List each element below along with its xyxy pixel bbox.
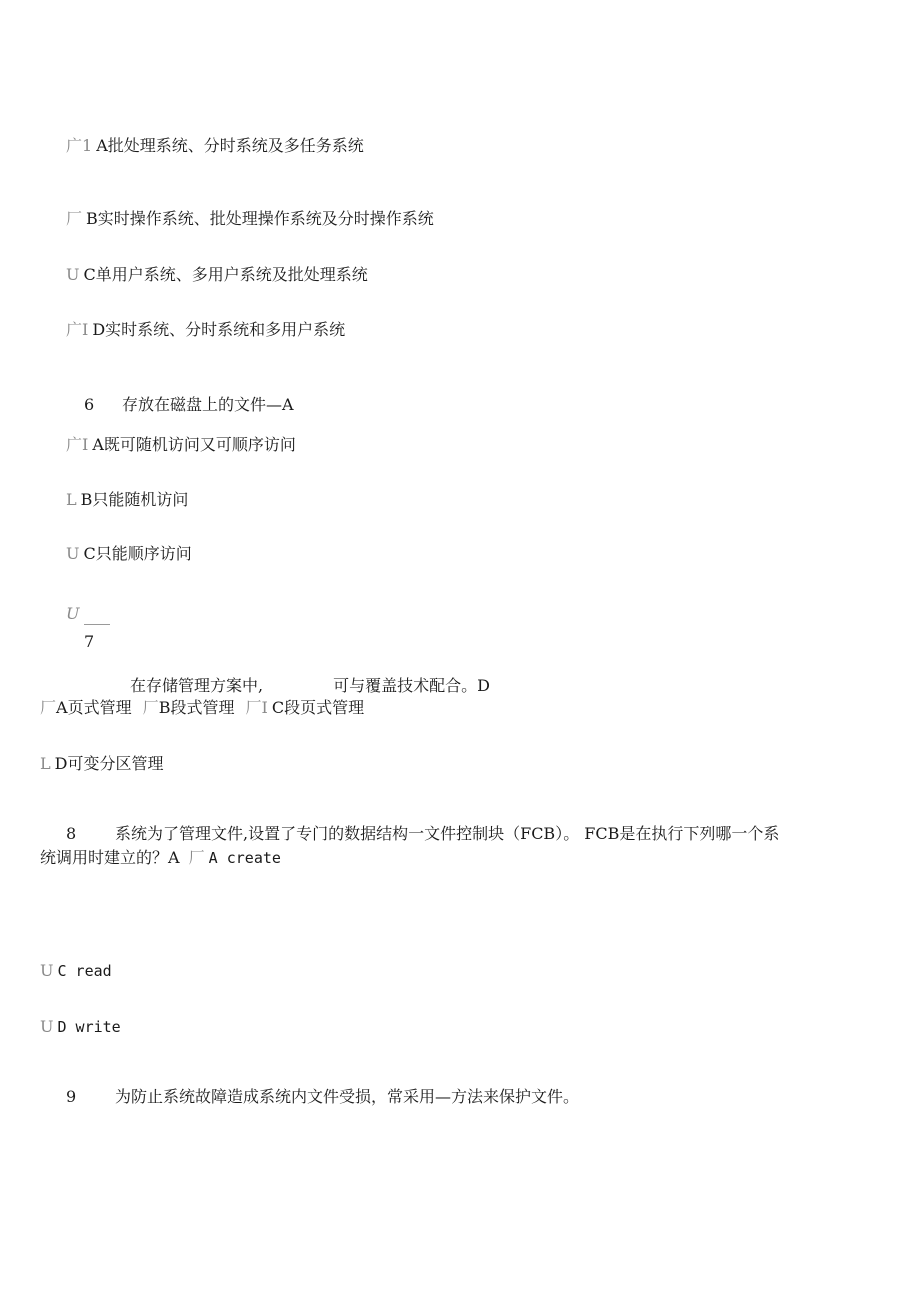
q5-option-d[interactable]	[66, 320, 345, 340]
question-number: 7	[84, 632, 95, 651]
q6-stem	[84, 395, 294, 415]
option-text: A批处理系统、分时系统及多任务系统	[96, 136, 364, 155]
option-text: B实时操作系统、批处理操作系统及分时操作系统	[86, 209, 434, 228]
radio-mark: 广I	[66, 320, 89, 339]
question-text: 为防止系统故障造成系统内文件受损，常采用—方法来保护文件。	[115, 1087, 580, 1106]
question-number: 8	[66, 824, 77, 843]
q5-option-a[interactable]	[66, 136, 364, 156]
radio-mark: 厂I	[245, 698, 268, 717]
option-text: D可变分区管理	[54, 754, 164, 773]
question-number: 9	[66, 1087, 77, 1106]
option-text: C read	[57, 962, 112, 980]
cut-off-line	[84, 624, 110, 625]
radio-mark: U	[66, 265, 80, 284]
option-text: A页式管理	[56, 698, 132, 717]
option-text: C只能顺序访问	[83, 544, 192, 563]
q7-number	[84, 632, 94, 652]
q9-stem	[66, 1087, 579, 1107]
q6-option-a[interactable]	[66, 435, 296, 455]
option-text: D write	[57, 1018, 121, 1036]
q5-option-b[interactable]	[66, 209, 434, 229]
q8-stem-line1	[66, 824, 779, 844]
q8-option-a[interactable]	[189, 848, 281, 867]
option-text: D实时系统、分时系统和多用户系统	[92, 320, 346, 339]
q8-option-c[interactable]	[40, 961, 112, 981]
option-text: C段页式管理	[271, 698, 365, 717]
option-text: B段式管理	[158, 698, 235, 717]
radio-mark: 厂	[188, 848, 205, 867]
option-text: C单用户系统、多用户系统及批处理系统	[83, 265, 368, 284]
q5-option-c[interactable]	[66, 265, 368, 285]
question-text-cont: 统调用时建立的？A	[40, 848, 180, 867]
radio-mark: 厂	[66, 209, 83, 228]
q6-option-d[interactable]	[66, 604, 83, 624]
radio-mark: L	[66, 490, 77, 509]
question-number: 6	[84, 395, 95, 414]
option-text: B只能随机访问	[80, 490, 189, 509]
radio-mark: U	[40, 961, 54, 980]
q8-option-d[interactable]	[40, 1017, 121, 1037]
q8-stem-line2	[40, 848, 281, 868]
question-text-part2: 可与覆盖技术配合。D	[333, 676, 490, 695]
radio-mark: 广I	[66, 435, 89, 454]
question-text-part1: 在存储管理方案中,	[130, 676, 264, 695]
question-text: 存放在磁盘上的文件—A	[122, 395, 294, 414]
q6-option-c[interactable]	[66, 544, 192, 564]
radio-mark: L	[40, 754, 51, 773]
q7-option-d[interactable]	[40, 754, 163, 774]
question-text: 系统为了管理文件,设置了专门的数据结构一文件控制块（FCB）。 FCB是在执行下列哪一个系	[115, 824, 780, 843]
q7-option-c[interactable]	[246, 698, 365, 717]
q7-option-b[interactable]	[143, 698, 235, 717]
radio-mark: U	[40, 1017, 54, 1036]
radio-mark: 厂	[142, 698, 159, 717]
q7-stem	[130, 676, 490, 696]
q7-options-row	[40, 698, 364, 718]
q6-option-b[interactable]	[66, 490, 188, 510]
radio-mark: U	[66, 604, 80, 623]
option-text: A既可随机访问又可顺序访问	[92, 435, 296, 454]
option-text: A create	[208, 849, 281, 867]
radio-mark: 广1	[66, 136, 93, 155]
radio-mark: U	[66, 544, 80, 563]
radio-mark: 厂	[40, 698, 57, 717]
q7-option-a[interactable]	[40, 698, 132, 717]
